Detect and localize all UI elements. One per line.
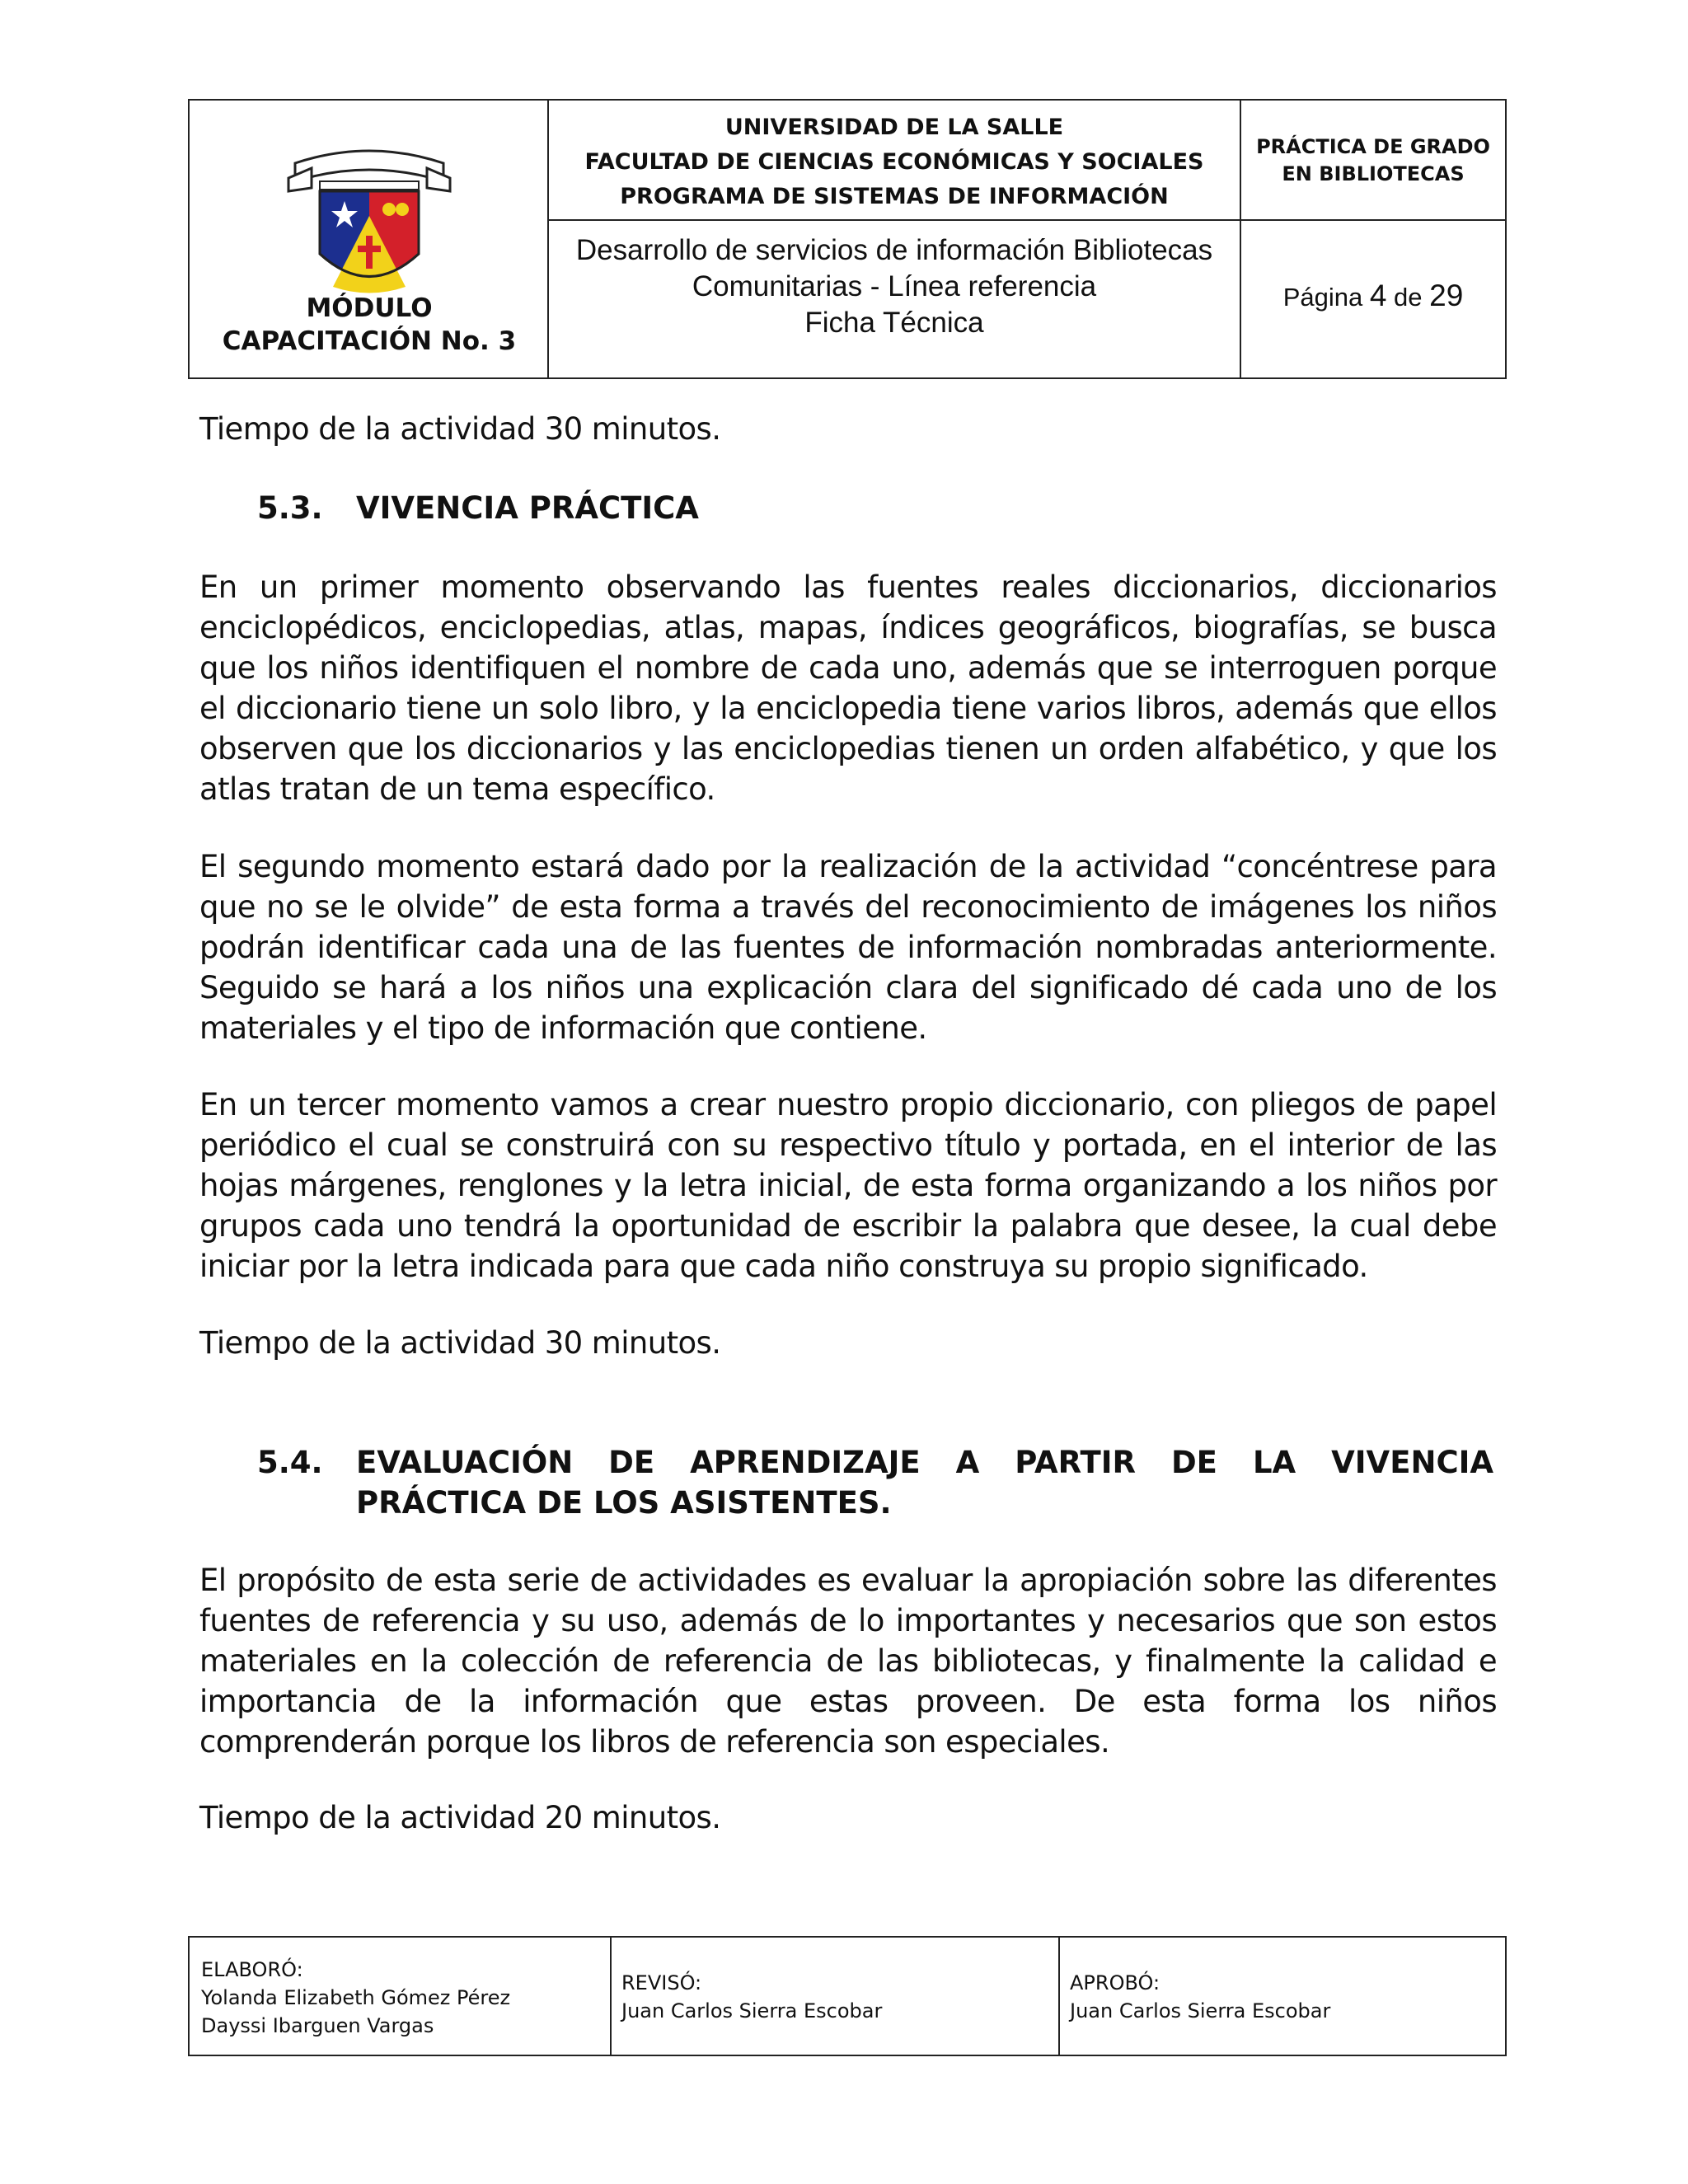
header-description-cell xyxy=(549,221,1241,377)
aprobo-name: Juan Carlos Sierra Escobar xyxy=(1070,1999,1331,2022)
reviso-label: REVISÓ: xyxy=(621,1971,702,1994)
activity-time-3: Tiempo de la actividad 20 minutos. xyxy=(199,1800,721,1835)
section-title-line1: EVALUACIÓN DE APRENDIZAJE A PARTIR DE LA VIVENCIA xyxy=(356,1445,1493,1480)
description-line1: Desarrollo de servicios de información Bibliotecas xyxy=(575,234,1213,266)
header-practice-cell xyxy=(1241,101,1505,221)
paragraph-3: En un tercer momento vamos a crear nuestro propio diccionario, con pliegos de papel periódico el cual se construirá con su respectivo título y portada, en el interior de las hojas márgenes, renglones y la letra inicial, de esta forma organizando a los niños por grupos cada uno tendrá la oportunidad de escribir la palabra que desee, la cual debe iniciar por la letra indicada para que cada niño construya su propio significado. xyxy=(199,1087,1497,1284)
page-indicator xyxy=(1241,279,1505,313)
description-line2: Comunitarias - Línea referencia xyxy=(692,270,1097,302)
header-page-cell xyxy=(1241,221,1505,377)
practice-line1: PRÁCTICA DE GRADO xyxy=(1256,135,1490,158)
footer-aprobo-cell xyxy=(1060,1938,1505,2055)
section-title: VIVENCIA PRÁCTICA xyxy=(356,490,699,526)
activity-time-2: Tiempo de la actividad 30 minutos. xyxy=(199,1325,721,1361)
paragraph-1: En un primer momento observando las fuentes reales diccionarios, diccionarios enciclopédicos, enciclopedias, atlas, mapas, índices geográficos, biografías, se busca que los niños identifiquen el nombre de cada uno, además que se interroguen porque el diccionario tiene un solo libro, y la enciclopedia tiene varios libros, además que ellos observen que los diccionarios y las enciclopedias tienen un orden alfabético, y que los atlas tratan de un tema específico. xyxy=(199,569,1497,807)
description-line3: Ficha Técnica xyxy=(804,307,984,339)
section-number: 5.4. xyxy=(257,1445,323,1480)
footer-elaboro-cell xyxy=(190,1938,612,2055)
page-total: 29 xyxy=(1429,279,1464,312)
module-title-line2: CAPACITACIÓN No. 3 xyxy=(222,326,517,356)
header-university-cell xyxy=(549,101,1241,221)
practice-line2: EN BIBLIOTECAS xyxy=(1282,162,1465,185)
program-name: PROGRAMA DE SISTEMAS DE INFORMACIÓN xyxy=(620,184,1169,209)
aprobo-label: APROBÓ: xyxy=(1070,1971,1160,1994)
paragraph-2: El segundo momento estará dado por la realización de la actividad “concéntrese para que no se le olvide” de esta forma a través del reconocimiento de imágenes los niños podrán identificar cada una de las fuentes de información nombradas anteriormente. Seguido se hará a los niños una explicación clara del significado dé cada uno de los materiales y el tipo de información que contiene. xyxy=(199,849,1497,1046)
paragraph-4: El propósito de esta serie de actividades es evaluar la apropiación sobre las diferentes fuentes de referencia y su uso, además de lo importantes y necesarios que son estos materiales en la colección de referencia de las bibliotecas, y finalmente la calidad e importancia de la información que estas proveen. De esta forma los niños comprenderán porque los libros de referencia son especiales. xyxy=(199,1563,1497,1760)
reviso-name: Juan Carlos Sierra Escobar xyxy=(621,1999,883,2022)
section-title-line2: PRÁCTICA DE LOS ASISTENTES. xyxy=(356,1485,892,1521)
page-number: 4 xyxy=(1369,279,1387,312)
header-logo-cell xyxy=(190,101,549,377)
elaboro-label: ELABORÓ: xyxy=(201,1958,303,1981)
footer-table xyxy=(188,1936,1507,2056)
module-title-line1: MÓDULO xyxy=(306,293,433,323)
university-name: UNIVERSIDAD DE LA SALLE xyxy=(724,115,1064,140)
footer-reviso-cell xyxy=(612,1938,1060,2055)
section-number: 5.3. xyxy=(257,490,323,526)
activity-time-1: Tiempo de la actividad 30 minutos. xyxy=(199,411,721,447)
page-label: Página xyxy=(1282,283,1363,312)
page-of: de xyxy=(1394,283,1423,312)
section-5-4-heading xyxy=(257,1442,1497,1523)
university-logo-icon xyxy=(287,130,452,295)
elaboro-name-1: Yolanda Elizabeth Gómez Pérez xyxy=(201,1986,511,2009)
faculty-name: FACULTAD DE CIENCIAS ECONÓMICAS Y SOCIALES xyxy=(584,149,1204,175)
header-table xyxy=(188,99,1507,379)
module-title xyxy=(190,292,549,358)
elaboro-name-2: Dayssi Ibarguen Vargas xyxy=(201,2014,434,2037)
